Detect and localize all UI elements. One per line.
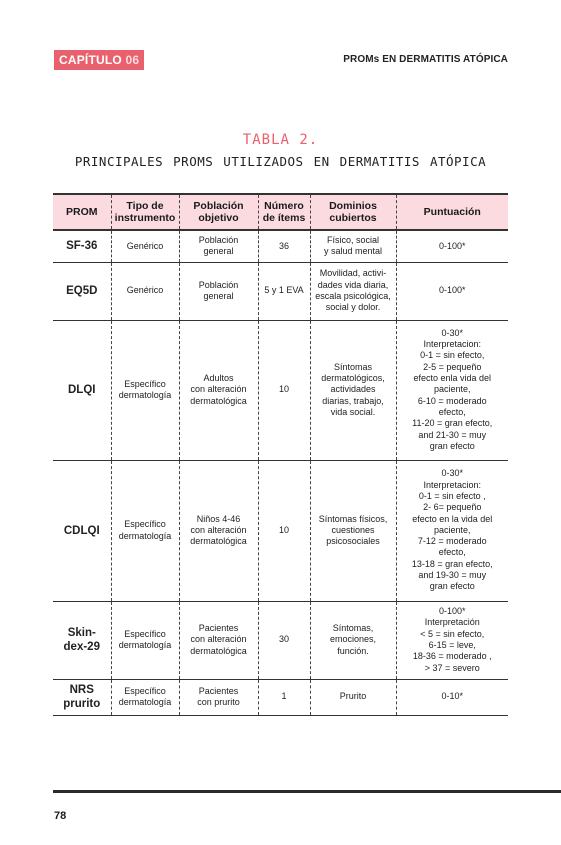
table-row [53, 230, 508, 262]
item-count: 36 [258, 230, 310, 262]
table-header-row [53, 194, 508, 230]
table-row [53, 262, 508, 320]
column-header-tipo: Tipo de instrumento [111, 194, 179, 230]
domains: Síntomas, emociones, función. [310, 601, 396, 679]
domains: Movilidad, activi- dades vida diaria, escala psicológica, social y dolor. [310, 262, 396, 320]
item-count: 10 [258, 320, 310, 460]
column-header-puntuacion: Puntuación [423, 206, 481, 218]
table-label: TABLA 2. [242, 132, 319, 148]
target-population: Pacientes con alteración dermatológica [179, 601, 258, 679]
instrument-type: Específico dermatología [111, 320, 179, 460]
instrument-type: Específico dermatología [111, 679, 179, 715]
table-row [53, 320, 508, 460]
column-header-dominios: Dominios cubiertos [310, 194, 396, 230]
item-count: 30 [258, 601, 310, 679]
instrument-type: Específico dermatología [111, 460, 179, 601]
target-population: Población general [179, 230, 258, 262]
running-title: PROMs EN DERMATITIS ATÓPICA [343, 54, 508, 65]
domains: Prurito [310, 679, 396, 715]
footer-rule [53, 790, 561, 793]
prom-name: DLQI [53, 320, 111, 460]
score: 0-100* Interpretación < 5 = sin efecto, 6-15 = leve, 18-36 = moderado , > 37 = severo [412, 606, 492, 673]
column-header-items: Número de ítems [258, 194, 310, 230]
table-row [53, 460, 508, 601]
chapter-tag [54, 50, 144, 70]
page-number: 78 [54, 810, 67, 822]
instrument-type: Genérico [111, 230, 179, 262]
prom-name: EQ5D [53, 262, 111, 320]
instrument-type: Específico dermatología [111, 601, 179, 679]
target-population: Niños 4-46 con alteración dermatológica [179, 460, 258, 601]
domains: Síntomas físicos, cuestiones psicosociales [310, 460, 396, 601]
table-row [53, 601, 508, 679]
column-header-prom: PROM [53, 194, 111, 230]
chapter-label: CAPÍTULO [59, 53, 122, 67]
instrument-type: Genérico [111, 262, 179, 320]
prom-name: Skin- dex-29 [53, 601, 111, 679]
target-population: Pacientes con prurito [179, 679, 258, 715]
score: 0-30* Interpretacion: 0-1 = sin efecto , 2- 6= pequeño efecto en la vida del paciente, 7-12 = moderado efecto, 13-18 = gran efecto, and 19-30 = muy gran efecto [411, 468, 493, 592]
prom-name: CDLQI [53, 460, 111, 601]
proms-table [53, 193, 508, 716]
prom-name: SF-36 [53, 230, 111, 262]
score: 0-100* [438, 240, 466, 251]
target-population: Adultos con alteración dermatológica [179, 320, 258, 460]
table-caption: PRINCIPALES PROMS UTILIZADOS EN DERMATITIS ATÓPICA [74, 154, 487, 169]
item-count: 5 y 1 EVA [258, 262, 310, 320]
item-count: 10 [258, 460, 310, 601]
table-row [53, 679, 508, 715]
column-header-poblacion: Población objetivo [179, 194, 258, 230]
score: 0-100* [438, 285, 466, 296]
item-count: 1 [258, 679, 310, 715]
domains: Físico, social y salud mental [310, 230, 396, 262]
domains: Síntomas dermatológicos, actividades diarias, trabajo, vida social. [310, 320, 396, 460]
score: 0-30* Interpretacion: 0-1 = sin efecto, 2-5 = pequeño efecto enla vida del paciente, 6-10 = moderado efecto, 11-20 = gran efecto, and 21-30 = muy gran efecto [412, 327, 493, 451]
target-population: Población general [179, 262, 258, 320]
score: 0-10* [441, 691, 463, 702]
prom-name: NRS prurito [53, 679, 111, 715]
chapter-number: 06 [125, 53, 140, 67]
